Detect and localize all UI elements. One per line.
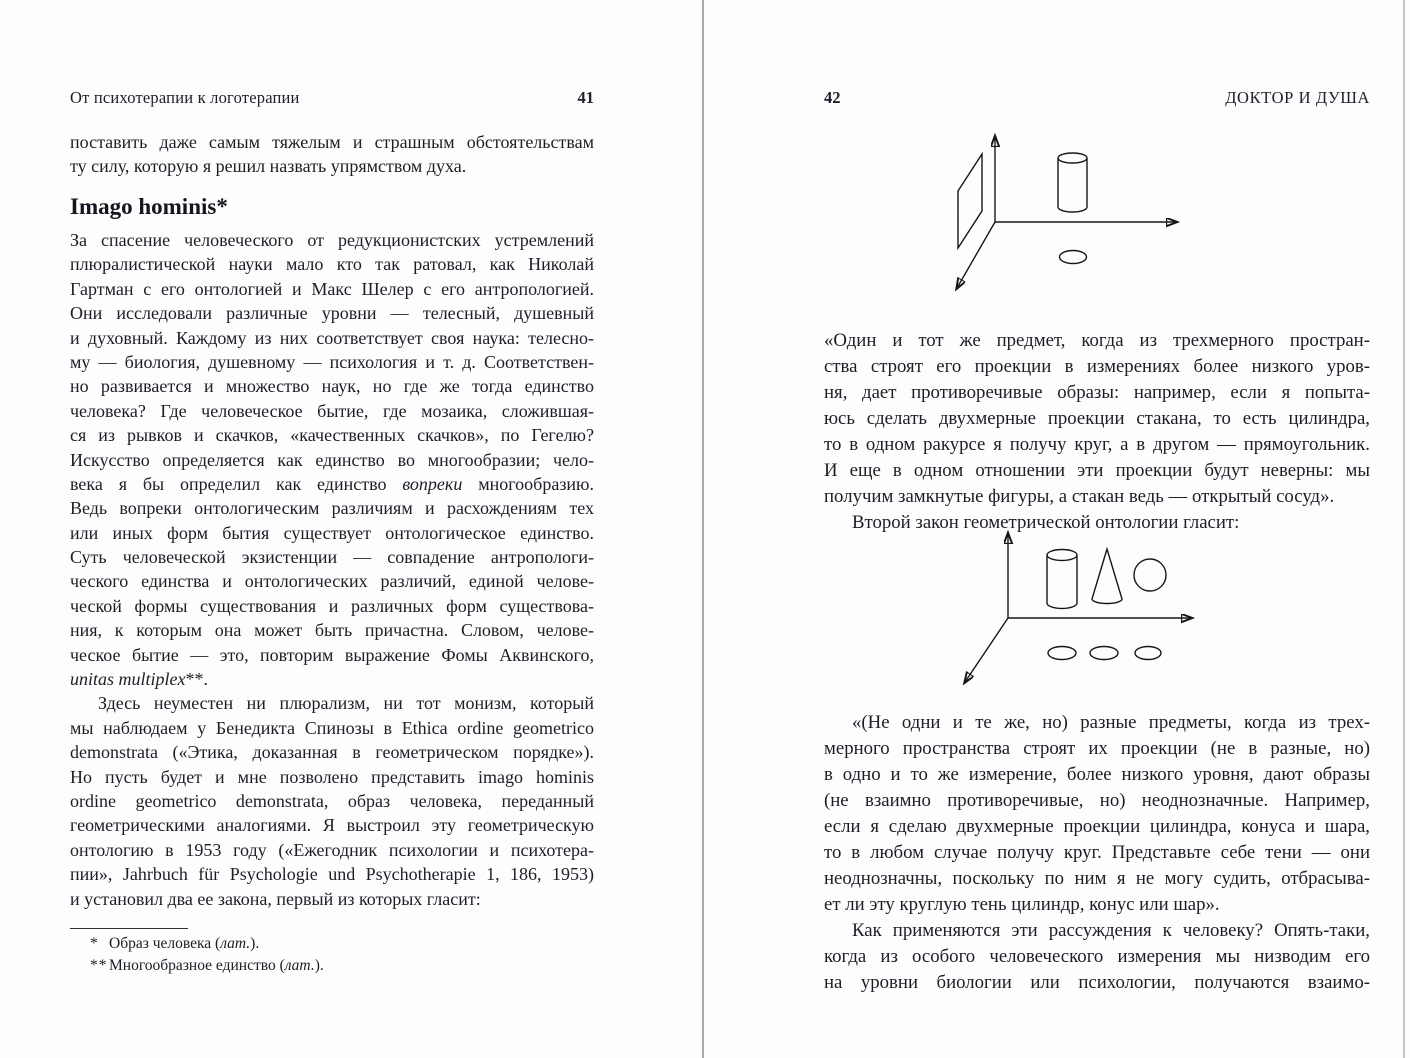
text-line: плюралистической науки мало кто так ратовал, как Николай xyxy=(70,254,594,275)
page-divider xyxy=(702,0,704,1058)
text-line: ся из рывков и скачков, «качественных скачков», по Гегелю? xyxy=(70,425,594,446)
ellipse-shadow xyxy=(1060,251,1087,264)
text-line: ту силу, которую я решил назвать упрямством духа. xyxy=(70,156,467,177)
text-line: ческой формы существования и различных форм существова- xyxy=(70,595,594,616)
footnote-2-marker: ** xyxy=(90,956,108,974)
cone xyxy=(1092,549,1122,604)
text-line: Гартман с его онтологией и Макс Шелер с его антропологией. xyxy=(70,278,594,299)
text-line: Второй закон геометрической онтологии гласит: xyxy=(852,512,1240,533)
left-running-head xyxy=(70,88,594,110)
cylinder-top xyxy=(1047,550,1077,561)
text-line: За спасение человеческого от редукционистских устремлений xyxy=(70,230,594,250)
left-page-body xyxy=(70,228,594,911)
left-page-number: 41 xyxy=(577,88,594,107)
text-line: или иных форм бытия существует онтологическое единство. xyxy=(70,522,594,543)
text-line: ства строят его проекции в измерениях более низкого уров- xyxy=(824,356,1370,377)
text-line: (не взаимно противоречивые, но) неоднозначные. Например, xyxy=(824,790,1370,811)
cylinder-body xyxy=(1058,158,1087,212)
window-right-edge xyxy=(1403,0,1405,1058)
footnotes xyxy=(70,933,594,976)
depth-axis xyxy=(957,222,995,288)
text-line: онтологию в 1953 году («Ежегодник психологии и психотера- xyxy=(70,839,594,860)
left-intro-block xyxy=(70,130,594,179)
text-line: поставить даже самым тяжелым и страшным обстоятельствам xyxy=(70,132,594,152)
text-line: Как применяются эти рассуждения к человеку? Опять-таки, xyxy=(852,920,1370,941)
text-line: unitas multiplex**. xyxy=(70,669,208,690)
text-line: мы наблюдаем у Бенедикта Спинозы в Ethica ordine geometrico xyxy=(70,717,594,738)
left-chapter-title: От психотерапии к логотерапии xyxy=(70,88,300,107)
right-page-upper-text xyxy=(824,328,1370,536)
text-line: и установил два ее закона, первый из которых гласит: xyxy=(70,888,481,909)
text-line: пии», Jahrbuch für Psychologie und Psychotherapie 1, 186, 1953) xyxy=(70,864,594,885)
right-paragraph-1 xyxy=(824,328,1370,510)
ellipse-shadow-3 xyxy=(1135,647,1161,660)
text-line: но развивается и множество наук, но где же тогда единство xyxy=(70,376,594,397)
text-line: и духовный. Каждому из них соответствует своя наука: телесно- xyxy=(70,327,594,348)
text-line: И еще в одном отношении эти проекции будут неверны: мы xyxy=(824,460,1370,481)
right-paragraph-2 xyxy=(824,510,1370,536)
text-line: ня, дает противоречивые образы: например, если я попыта- xyxy=(824,382,1370,403)
text-line: Здесь неуместен ни плюрализм, ни тот монизм, который xyxy=(98,693,594,714)
right-paragraph-4 xyxy=(824,918,1370,996)
text-line: на уровни биологии или психологии, получаются взаимо- xyxy=(824,972,1370,993)
text-line: если я сделаю двухмерные проекции цилиндра, конуса и шара, xyxy=(824,816,1370,837)
intro-paragraph xyxy=(70,130,594,179)
text-line: Суть человеческой экзистенции — совпадение антропологи- xyxy=(70,547,594,568)
text-line: Но пусть будет и мне позволено представить imago hominis xyxy=(70,766,594,787)
ellipse-shadow-1 xyxy=(1048,647,1076,660)
ellipse-shadow-2 xyxy=(1090,647,1118,660)
second-law-projection-diagram xyxy=(930,520,1220,700)
text-line: му — биология, душевному — психология и т. д. Соответствен- xyxy=(70,351,594,372)
section-heading: Imago hominis* xyxy=(70,194,228,219)
text-line: demonstrata («Этика, доказанная в геометрическом порядке»). xyxy=(70,742,594,763)
rectangle-pane xyxy=(958,154,982,248)
text-line: геометрическими аналогиями. Я выстроил эту геометрическую xyxy=(70,815,594,836)
text-line: Ведь вопреки онтологическим различиям и расхождениям тех xyxy=(70,498,594,519)
footnote-divider xyxy=(70,928,188,929)
right-page-lower-text xyxy=(824,710,1370,996)
text-line: Искусство определяется как единство во многообразии; чело- xyxy=(70,449,594,470)
text-line: ческого единства и онтологических различий, единой челове- xyxy=(70,571,594,592)
text-line: «Один и тот же предмет, когда из трехмерного простран- xyxy=(824,330,1370,351)
text-line: юсь сделать двухмерные проекции стакана, то есть цилиндра, xyxy=(824,408,1370,429)
text-line: мерного пространства строят их проекции (не в разные, но) xyxy=(824,738,1370,759)
text-line: человека? Где человеческое бытие, где мозаика, сложившая- xyxy=(70,400,594,421)
text-line: в одно и то же измерение, более низкого уровня, дают образы xyxy=(824,764,1370,785)
text-line: ния, к которым она может быть причастна. Словом, челове- xyxy=(70,620,594,641)
footnote-1-marker: * xyxy=(90,935,99,952)
text-line: неоднозначны, поскольку по ним я не могу судить, отбрасыва- xyxy=(824,868,1370,889)
right-running-head xyxy=(824,88,1370,110)
sphere xyxy=(1134,559,1166,591)
text-line: ет ли эту круглую тень цилиндр, конус или шар». xyxy=(824,894,1220,915)
text-line: ческое бытие — это, повторим выражение Фомы Аквинского, xyxy=(70,644,594,665)
text-line: «(Не одни и те же, но) разные предметы, когда из трех- xyxy=(852,712,1370,733)
left-paragraph-1 xyxy=(70,228,594,691)
cylinder-body xyxy=(1047,555,1077,609)
footnote-1 xyxy=(70,933,594,955)
footnote-2 xyxy=(70,955,594,977)
left-paragraph-2 xyxy=(70,691,594,911)
cylinder-top xyxy=(1058,153,1087,163)
footnote-2-text: Многообразное единство (лат.). xyxy=(109,956,324,974)
text-line: века я бы определил как единство вопреки многообразию. xyxy=(70,473,594,494)
text-line: когда из особого человеческого измерения мы низводим его xyxy=(824,946,1370,967)
text-line: то в любом случае получу круг. Представьте себе тени — они xyxy=(824,842,1370,863)
first-law-projection-diagram xyxy=(930,125,1210,310)
text-line: ordine geometrico demonstrata, образ человека, переданный xyxy=(70,790,594,811)
text-line: Они исследовали различные уровни — телесный, душевный xyxy=(70,303,594,324)
book-title: ДОКТОР И ДУША xyxy=(1225,88,1370,107)
right-page-number: 42 xyxy=(824,88,841,107)
footnote-1-text: Образ человека (лат.). xyxy=(109,935,260,952)
depth-axis xyxy=(965,618,1008,682)
text-line: то в одном ракурсе я получу круг, а в другом — прямоугольник. xyxy=(824,434,1370,455)
right-paragraph-3 xyxy=(824,710,1370,918)
text-line: получим замкнутые фигуры, а стакан ведь — открытый сосуд». xyxy=(824,486,1335,507)
